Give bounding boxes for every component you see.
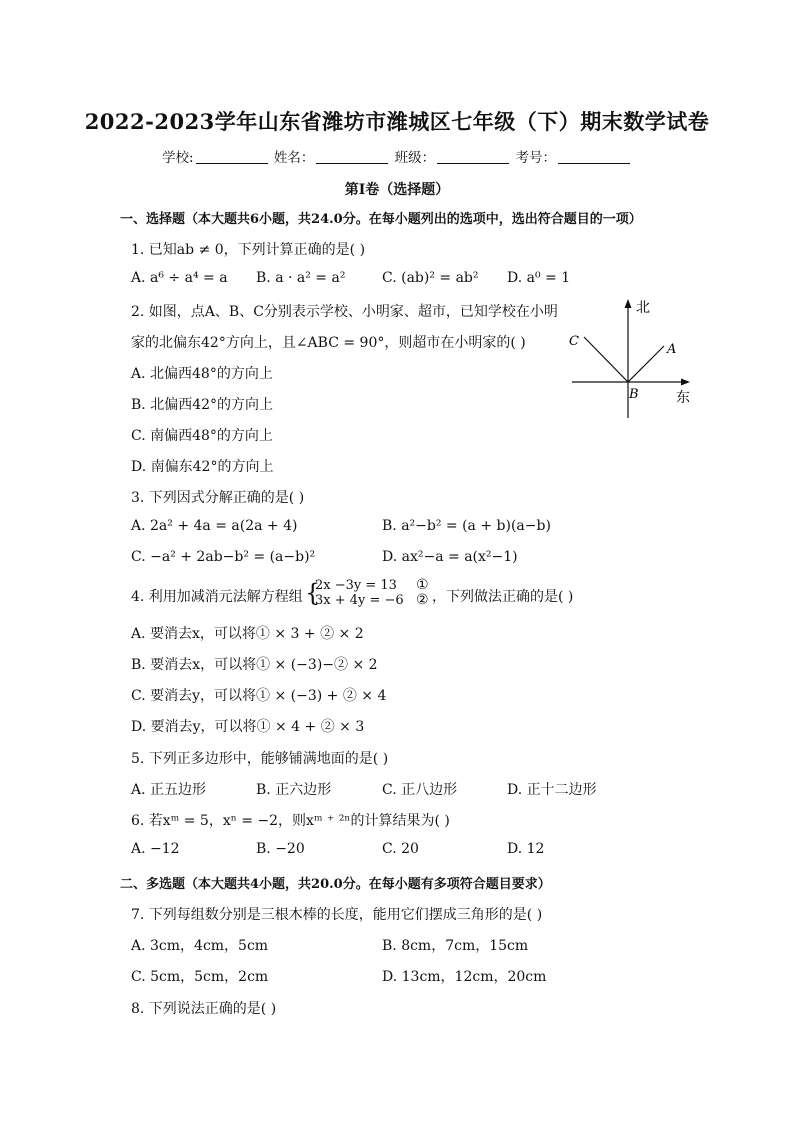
question-5-option-c[interactable]: C. 正八边形	[382, 782, 458, 798]
question-4-option-a[interactable]: A. 要消去x，可以将① × 3 + ② × 2	[131, 626, 364, 642]
question-7-stem: 7. 下列每组数分别是三根木棒的长度，能用它们摆成三角形的是( )	[131, 907, 543, 923]
question-7-option-b[interactable]: B. 8cm，7cm，15cm	[382, 938, 529, 954]
direction-figure	[560, 295, 700, 420]
question-1-stem: 1. 已知ab ≠ 0，下列计算正确的是( )	[131, 242, 366, 258]
question-6-option-c[interactable]: C. 20	[382, 841, 419, 857]
question-7-option-c[interactable]: C. 5cm，5cm，2cm	[131, 969, 269, 985]
exam-title: 2022-2023学年山东省潍坊市潍城区七年级（下）期末数学试卷	[84, 109, 710, 134]
question-6-option-b[interactable]: B. −20	[256, 841, 305, 857]
number-blank[interactable]	[558, 149, 630, 164]
section-1-heading: 一、选择题（本大题共6小题，共24.0分。在每小题列出的选项中，选出符合题目的一项）	[120, 212, 642, 227]
question-3-option-a[interactable]: A. 2a² + 4a = a(2a + 4)	[131, 518, 298, 534]
north-arrow-icon	[625, 299, 632, 308]
school-blank[interactable]	[196, 149, 268, 164]
class-blank[interactable]	[437, 149, 509, 164]
volume-heading: 第I卷（选择题）	[344, 182, 450, 198]
question-6-option-d[interactable]: D. 12	[507, 841, 545, 857]
question-4-stem-prefix: 4. 利用加减消元法解方程组	[131, 589, 303, 605]
number-label: 考号：	[515, 150, 556, 166]
question-1-option-d[interactable]: D. a⁰ = 1	[507, 270, 571, 286]
question-3-option-d[interactable]: D. ax²−a = a(x²−1)	[382, 549, 518, 565]
school-label: 学校:	[162, 150, 194, 166]
question-4-option-c[interactable]: C. 要消去y，可以将① × (−3) + ② × 4	[131, 688, 387, 704]
question-3-stem: 3. 下列因式分解正确的是( )	[131, 490, 305, 506]
question-4-stem-suffix: ，下列做法正确的是( )	[432, 589, 574, 605]
equation-2: 3x + 4y = −6	[315, 593, 404, 608]
class-label: 班级：	[394, 150, 436, 166]
question-6-option-a[interactable]: A. −12	[131, 841, 180, 857]
ray-bc	[584, 337, 628, 382]
east-label: 东	[676, 390, 690, 406]
equation-1: 2x −3y = 13	[315, 578, 397, 593]
question-1-option-c[interactable]: C. (ab)² = ab²	[382, 270, 479, 286]
point-b-label: B	[629, 387, 639, 402]
section-2-heading: 二、多选题（本大题共4小题，共20.0分。在每小题有多项符合题目要求）	[120, 877, 551, 892]
question-5-option-b[interactable]: B. 正六边形	[256, 782, 332, 798]
equation-1-number: ①	[416, 577, 429, 593]
point-c-label: C	[569, 334, 579, 349]
north-label: 北	[636, 300, 650, 316]
question-5-stem: 5. 下列正多边形中，能够铺满地面的是( )	[131, 751, 389, 767]
student-info-line	[0, 146, 794, 166]
question-2-option-b[interactable]: B. 北偏西42°的方向上	[131, 397, 274, 413]
question-8-stem: 8. 下列说法正确的是( )	[131, 1001, 277, 1017]
question-6-stem: 6. 若xᵐ = 5，xⁿ = −2，则xᵐ ⁺ ²ⁿ的计算结果为( )	[131, 813, 450, 829]
question-2-stem-line1: 2. 如图，点A、B、C分别表示学校、小明家、超市，已知学校在小明	[131, 304, 558, 320]
question-2-option-c[interactable]: C. 南偏西48°的方向上	[131, 428, 273, 444]
question-3-option-c[interactable]: C. −a² + 2ab−b² = (a−b)²	[131, 549, 316, 565]
question-2-option-d[interactable]: D. 南偏东42°的方向上	[131, 459, 274, 475]
question-4-option-d[interactable]: D. 要消去y，可以将① × 4 + ② × 3	[131, 719, 365, 735]
question-4-option-b[interactable]: B. 要消去x，可以将① × (−3)−② × 2	[131, 657, 378, 673]
point-a-label: A	[667, 342, 677, 357]
question-7-option-d[interactable]: D. 13cm，12cm，20cm	[382, 969, 547, 985]
question-2-stem-line2: 家的北偏东42°方向上，且∠ABC = 90°，则超市在小明家的( )	[131, 335, 526, 351]
question-1-option-b[interactable]: B. a · a² = a²	[256, 270, 346, 286]
name-blank[interactable]	[316, 149, 388, 164]
question-7-option-a[interactable]: A. 3cm，4cm，5cm	[131, 938, 269, 954]
question-3-option-b[interactable]: B. a²−b² = (a + b)(a−b)	[382, 518, 551, 534]
question-5-option-a[interactable]: A. 正五边形	[131, 782, 207, 798]
east-arrow-icon	[681, 379, 690, 386]
question-2-option-a[interactable]: A. 北偏西48°的方向上	[131, 366, 273, 382]
equation-brace: {	[305, 579, 321, 607]
question-5-option-d[interactable]: D. 正十二边形	[507, 782, 597, 798]
ray-ba	[628, 346, 664, 382]
name-label: 姓名：	[273, 150, 315, 166]
question-1-option-a[interactable]: A. a⁶ ÷ a⁴ = a	[131, 270, 228, 286]
equation-2-number: ②	[416, 592, 429, 608]
